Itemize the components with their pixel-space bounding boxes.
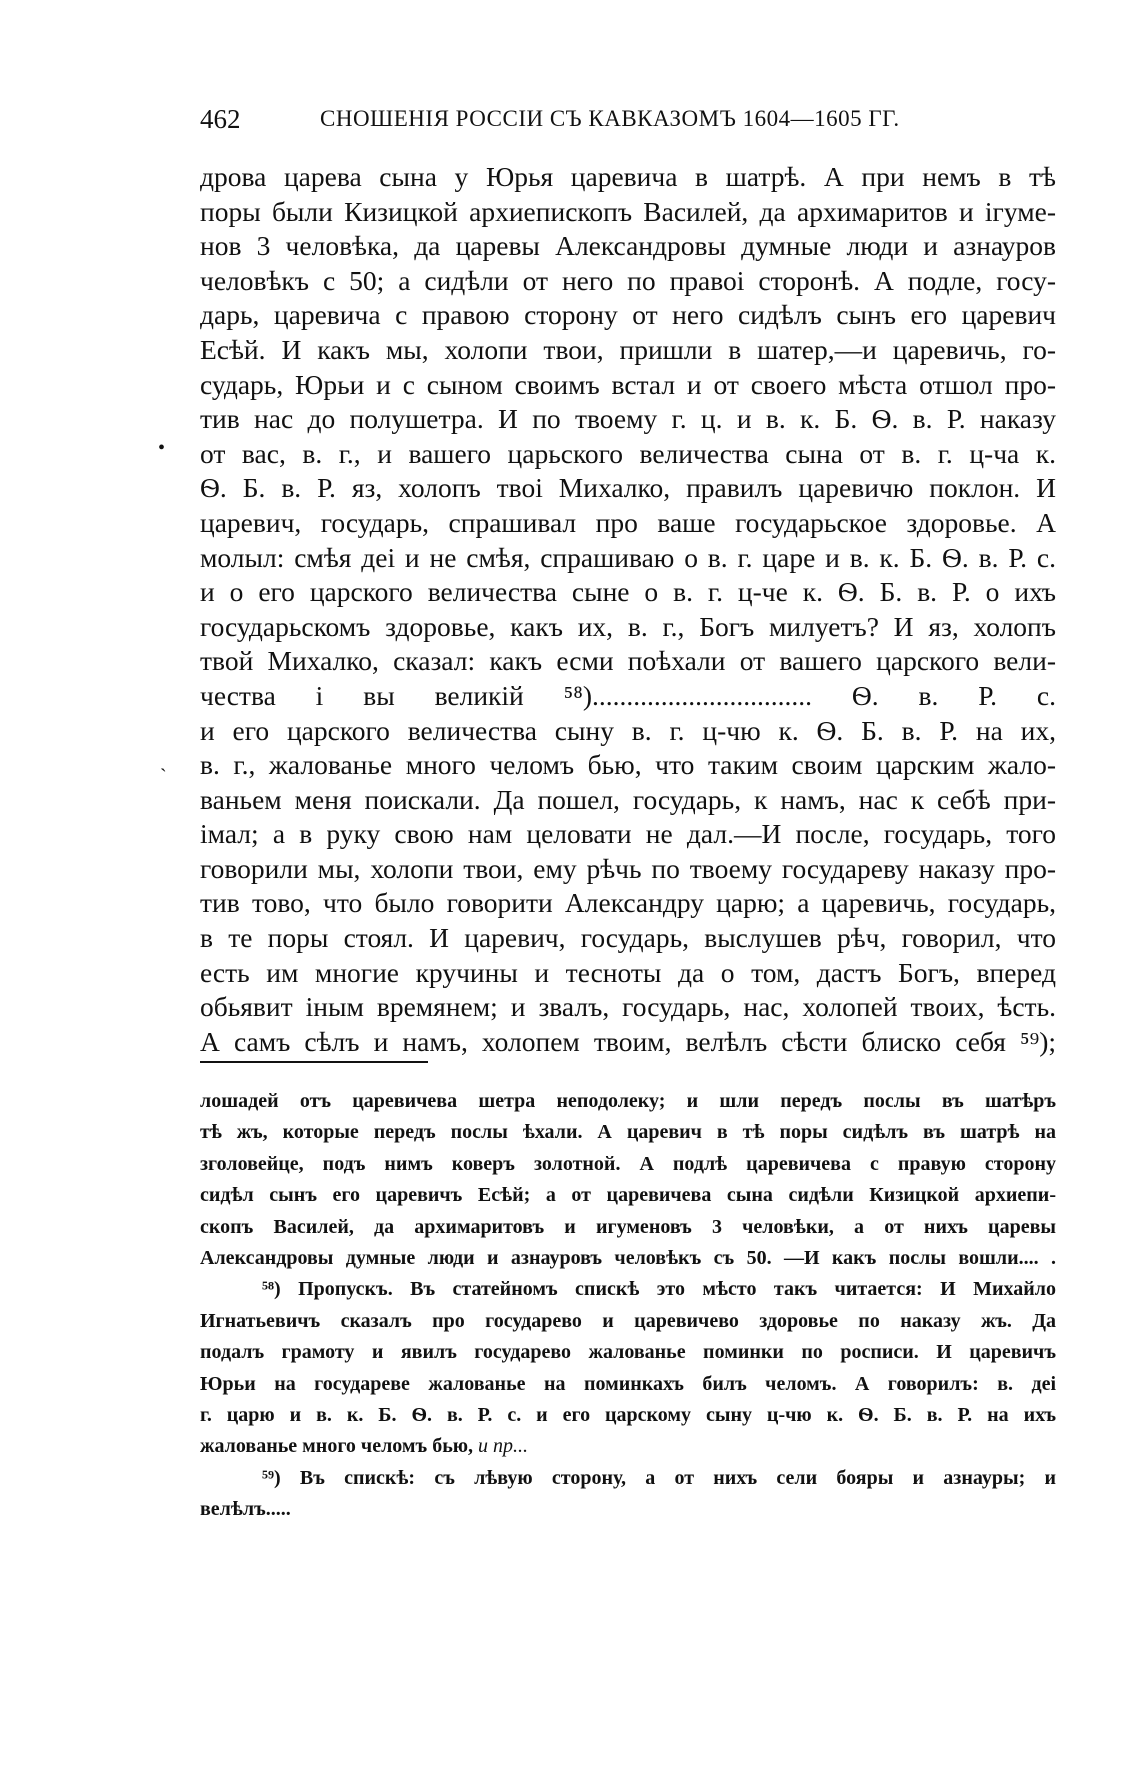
body-line: говорили мы, холопи твои, ему рѣчь по твоему государеву наказу про- (200, 852, 1056, 884)
body-line: сударь, Юрьи и с сыном своимъ встал и от своего мѣста отшол про- (200, 368, 1056, 400)
footnote-58-line: подалъ грамоту и явилъ государево жалованье поминки по росписи. И царевичъ (200, 1341, 1056, 1364)
body-line: Ѳ. Б. в. Р. яз, холопъ твоі Михалко, правилъ царевичю поклон. И (200, 472, 1056, 504)
footnote-58-italic-text: и пр... (478, 1435, 529, 1458)
body-line: поры были Кизицкой архиепископъ Василей, да архимаритов и ігуме- (200, 195, 1056, 227)
body-line: в. г., жалованье много челомъ бью, что таким своим царским жало- (200, 749, 1056, 781)
footnote-line: тѣ жъ, которые передъ послы ѣхали. А царевич в тѣ поры сидѣлъ въ шатрѣ на (200, 1121, 1056, 1144)
footnote-line: скопъ Василей, да архимаритовъ и игуменовъ 3 человѣки, а от нихъ царевы (200, 1215, 1056, 1238)
body-line: царевич, государь, спрашивал про ваше государьское здоровье. А (200, 506, 1056, 538)
body-line: Есѣй. И какъ мы, холопи твои, пришли в шатер,—и царевичь, го- (200, 333, 1056, 365)
body-line: обьявит іным времянем; и звалъ, государь, нас, холопей твоих, ѣсть. (200, 991, 1056, 1023)
body-line: в те поры стоял. И царевич, государь, выслушев рѣч, говорил, что (200, 922, 1056, 954)
body-line: ваньем меня поискали. Да пошел, государь, к намъ, нас к себѣ при- (200, 783, 1056, 815)
body-line: тив тово, что было говорити Александру царю; а царевичь, государь, (200, 887, 1056, 919)
body-text (200, 160, 1056, 1059)
footnote-59-last-line: велѣлъ..... (200, 1498, 291, 1521)
body-line: тив нас до полушетра. И по твоему г. ц. и в. к. Б. Ѳ. в. Р. наказу (200, 403, 1056, 435)
body-line: человѣкъ с 50; а сидѣли от него по правоі сторонѣ. А подле, госу- (200, 264, 1056, 296)
margin-bullet-mark: • (158, 437, 166, 459)
running-title: СНОШЕНІЯ РОССІИ СЪ КАВКАЗОМЪ 1604—1605 ГГ. (320, 106, 900, 131)
page-number: 462 (200, 104, 241, 134)
body-line: твой Михалко, сказал: какъ есми поѣхали от вашего царского вели- (200, 645, 1056, 677)
footnote-rule (200, 1061, 428, 1063)
footnote-58-line: Игнатьевичъ сказалъ про государево и царевичево здоровье по наказу жъ. Да (200, 1309, 1056, 1332)
body-line: есть им многие кручины и тесноты да о том, дастъ Богъ, вперед (200, 956, 1056, 988)
footnote-58-line: ⁵⁸) Пропускъ. Въ статейномъ спискѣ это мѣсто такъ читается: И Михайло (262, 1278, 1056, 1301)
footnote-58-line: г. царю и в. к. Б. Ѳ. в. Р. с. и его царскому сыну ц-чю к. Ѳ. Б. в. Р. на ихъ (200, 1404, 1056, 1427)
margin-tick-mark: ˏ (160, 750, 167, 772)
footnote-58-last-line (200, 1431, 1056, 1462)
footnote-line: сидѣл сынъ его царевичъ Есѣй; а от царевичева сына сидѣли Кизицкой архиепи- (200, 1184, 1056, 1207)
page-header (200, 104, 960, 144)
footnote-line: Александровы думные люди и азнауровъ человѣкъ съ 50. —И какъ послы вошли.... . (200, 1247, 1056, 1270)
footnote-58-line: Юрьи на государеве жалованье на поминкахъ билъ челомъ. А говорилъ: в. деі (200, 1372, 1056, 1395)
body-line: дарь, царевича с правою сторону от него сидѣлъ сынъ его царевич (200, 299, 1056, 331)
body-line: А самъ сѣлъ и намъ, холопем твоим, велѣлъ сѣсти блиско себя ⁵⁹); (200, 1025, 1056, 1057)
body-line: от вас, в. г., и вашего царьского величества сына от в. г. ц-ча к. (200, 437, 1056, 469)
footnote-58-last-text: жалованье много челомъ бью, (200, 1435, 474, 1458)
body-line: дрова царева сына у Юрья царевича в шатрѣ. А при немъ в тѣ (200, 161, 1056, 192)
body-line: імал; а в руку свою нам целовати не дал.—И после, государь, того (200, 818, 1056, 850)
footnote-line: зголовейце, подъ нимъ коверъ золотной. А подлѣ царевичева с правую сторону (200, 1152, 1056, 1175)
body-line: государьскомъ здоровье, какъ их, в. г., Богъ милуетъ? И яз, холопъ (200, 610, 1056, 642)
body-line: и его царского величества сыну в. г. ц-чю к. Ѳ. Б. в. Р. на их, (200, 714, 1056, 746)
footnote-line: лошадей отъ царевичева шетра неподолеку; и шли передъ послы въ шатѣръ (200, 1090, 1056, 1112)
body-line: нов 3 человѣка, да царевы Александровы думные люди и азнауров (200, 230, 1056, 262)
footnotes (200, 1086, 1056, 1526)
body-line: и о его царского величества сыне о в. г. ц-че к. Ѳ. Б. в. Р. о ихъ (200, 576, 1056, 608)
body-line: чества і вы великій ⁵⁸)................................ Ѳ. в. Р. с. (200, 679, 1056, 711)
footnote-59-line: ⁵⁹) Въ спискѣ: съ лѣвую сторону, а от нихъ сели бояры и азнауры; и (262, 1466, 1056, 1489)
body-line: молыл: смѣя деі и не смѣя, спрашиваю о в. г. царе и в. к. Б. Ѳ. в. Р. с. (200, 541, 1056, 573)
